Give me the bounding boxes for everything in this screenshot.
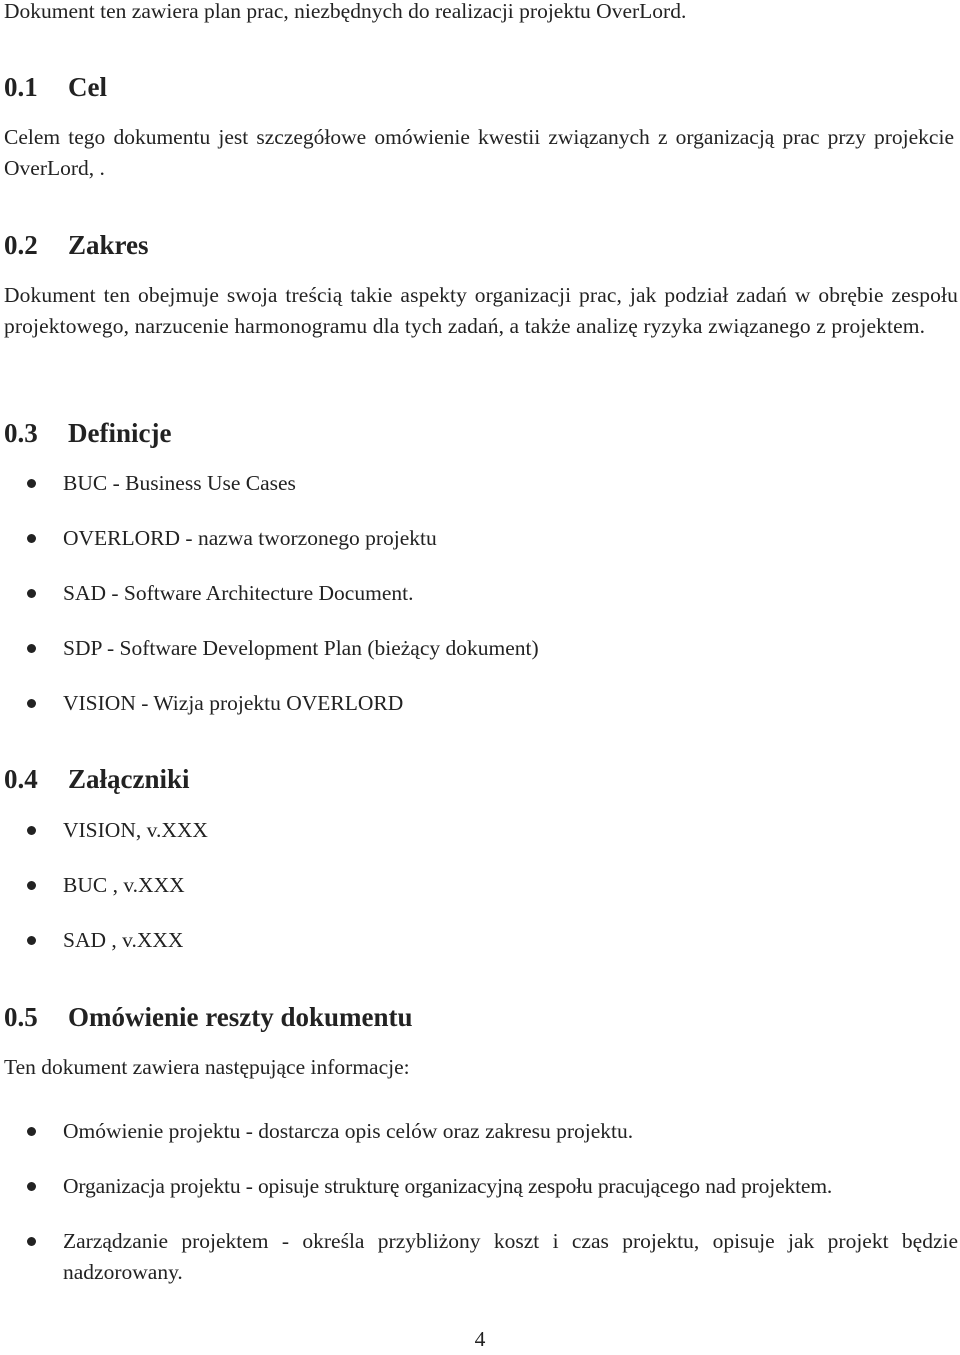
list-item-text: Organizacja projektu - opisuje strukturę organizacyjną zespołu pracującego nad projektem. xyxy=(63,1174,833,1198)
list-item xyxy=(0,468,958,499)
section-number: 0.3 xyxy=(4,418,38,448)
bullet-icon xyxy=(27,699,36,708)
section-heading-zalaczniki xyxy=(4,762,956,796)
bullet-icon xyxy=(27,644,36,653)
list-item-text: Zarządzanie projektem - określa przybliżony koszt i czas projektu, opisuje jak projekt będzie nadzorowany. xyxy=(63,1229,958,1284)
list-item-text: VISION - Wizja projektu OVERLORD xyxy=(63,691,404,715)
bullet-icon xyxy=(27,479,36,488)
list-item xyxy=(0,523,958,554)
bullet-icon xyxy=(27,1127,36,1136)
section-paragraph-zakres: Dokument ten obejmuje swoja treścią takie aspekty organizacji prac, jak podział zadań w obrębie zespołu projektowego, narzucenie harmonogramu dla tych zadań, a także analizę ryzyka związanego z projektem. xyxy=(4,283,958,338)
page-number: 4 xyxy=(474,1327,486,1351)
section-heading-omowienie xyxy=(4,1000,956,1034)
bullet-icon xyxy=(27,826,36,835)
section-number: 0.4 xyxy=(4,764,38,794)
section-title: Cel xyxy=(68,72,107,102)
bullet-icon xyxy=(27,1237,36,1246)
list-item xyxy=(0,688,958,719)
list-item xyxy=(0,1116,958,1147)
bullet-icon xyxy=(27,589,36,598)
list-item-text: SAD - Software Architecture Document. xyxy=(63,581,414,605)
section-heading-cel xyxy=(4,70,956,104)
list-item-text: BUC - Business Use Cases xyxy=(63,471,296,495)
section-title: Zakres xyxy=(68,230,149,260)
list-item xyxy=(0,578,958,609)
list-item-text: BUC , v.XXX xyxy=(63,873,185,897)
list-item xyxy=(0,1171,958,1202)
intro-paragraph: Dokument ten zawiera plan prac, niezbędnych do realizacji projektu OverLord. xyxy=(4,0,687,23)
bullet-icon xyxy=(27,936,36,945)
list-item-text: Omówienie projektu - dostarcza opis celów oraz zakresu projektu. xyxy=(63,1119,634,1143)
section-heading-definicje xyxy=(4,416,956,450)
section-paragraph-cel: Celem tego dokumentu jest szczegółowe omówienie kwestii związanych z organizacją prac przy projekcie OverLord, . xyxy=(4,125,954,180)
list-item-text: SAD , v.XXX xyxy=(63,928,184,952)
section-number: 0.5 xyxy=(4,1002,38,1032)
list-item-text: VISION, v.XXX xyxy=(63,818,208,842)
section-number: 0.1 xyxy=(4,72,38,102)
bullet-icon xyxy=(27,534,36,543)
section-paragraph-omowienie: Ten dokument zawiera następujące informacje: xyxy=(4,1055,410,1079)
list-item xyxy=(0,870,958,901)
list-item xyxy=(0,633,958,664)
list-item xyxy=(0,1226,958,1288)
list-item-text: SDP - Software Development Plan (bieżący dokument) xyxy=(63,636,539,660)
bullet-icon xyxy=(27,1182,36,1191)
bullet-icon xyxy=(27,881,36,890)
section-title: Omówienie reszty dokumentu xyxy=(68,1002,413,1032)
section-title: Definicje xyxy=(68,418,172,448)
section-number: 0.2 xyxy=(4,230,38,260)
list-item-text: OVERLORD - nazwa tworzonego projektu xyxy=(63,526,437,550)
list-item xyxy=(0,815,958,846)
list-item xyxy=(0,925,958,956)
section-heading-zakres xyxy=(4,228,956,262)
section-title: Załączniki xyxy=(68,764,190,794)
